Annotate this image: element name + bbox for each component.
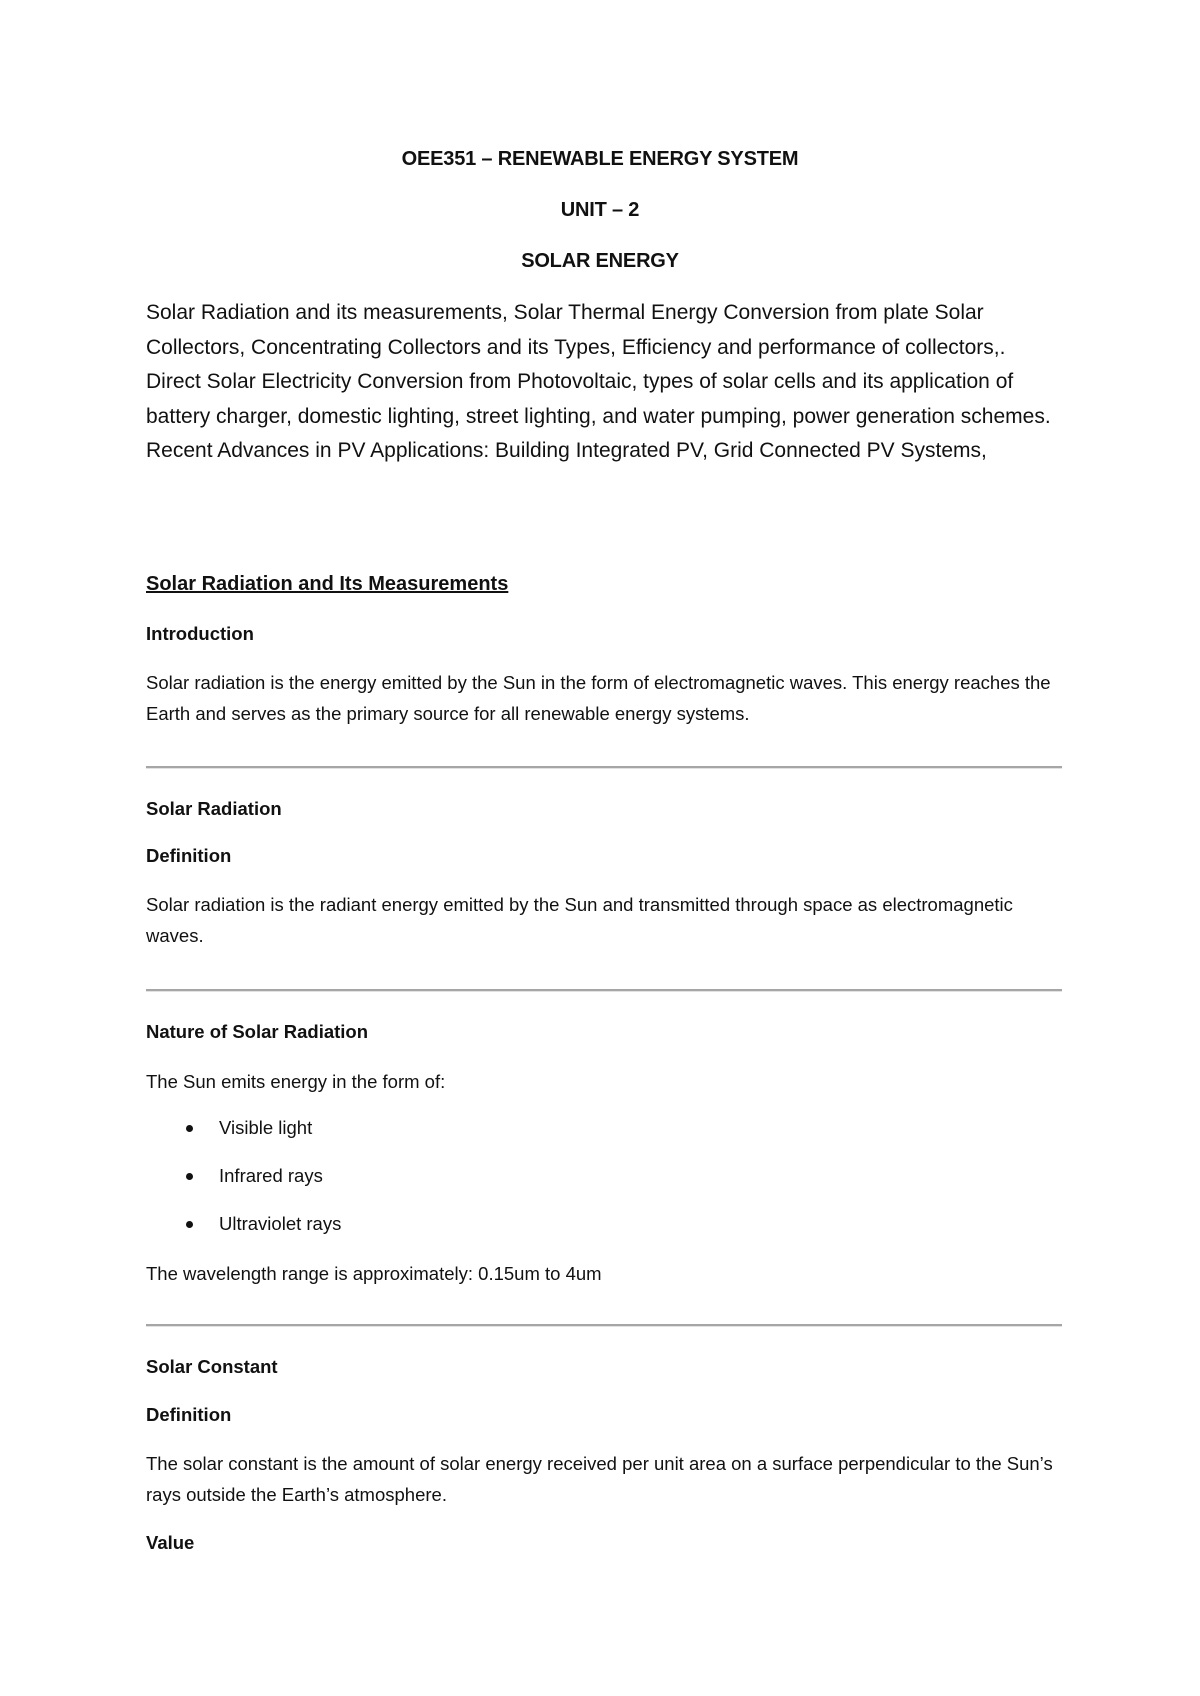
introduction-heading: Introduction: [146, 623, 254, 644]
solar-radiation-heading: Solar Radiation: [146, 798, 282, 819]
horizontal-rule: [146, 766, 1062, 769]
section-heading: Solar Radiation and Its Measurements: [146, 573, 509, 595]
horizontal-rule: [146, 1324, 1062, 1327]
course-title: OEE351 – RENEWABLE ENERGY SYSTEM: [401, 148, 799, 170]
solar-constant-definition: The solar constant is the amount of solar energy received per unit area on a surface perpendicular to the Sun’s rays outside the Earth’s atmosphere.: [146, 1453, 1053, 1505]
list-item-text: Visible light: [219, 1117, 313, 1138]
list-item-text: Infrared rays: [219, 1165, 323, 1186]
wavelength-text: The wavelength range is approximately: 0.15um to 4um: [146, 1263, 602, 1284]
value-heading: Value: [146, 1532, 195, 1553]
solar-radiation-definition: Solar radiation is the radiant energy emitted by the Sun and transmitted through space as electromagnetic waves.: [146, 894, 1013, 946]
syllabus-paragraph: Solar Radiation and its measurements, Solar Thermal Energy Conversion from plate Solar Collectors, Concentrating Collectors and its Types, Efficiency and performance of collectors,. Direct Solar Electricity Conversion from Photovoltaic, types of solar cells and its application of battery charger, domestic lighting, street lighting, and water pumping, power generation schemes. Recent Advances in PV Applications: Building Integrated PV, Grid Connected PV Systems,: [146, 301, 1051, 462]
definition-heading: Definition: [146, 845, 232, 866]
list-item-text: Ultraviolet rays: [219, 1213, 342, 1234]
definition-heading: Definition: [146, 1404, 232, 1425]
introduction-text: Solar radiation is the energy emitted by the Sun in the form of electromagnetic waves. This energy reaches the Earth and serves as the primary source for all renewable energy systems.: [146, 672, 1051, 724]
bullet-icon: [186, 1125, 193, 1132]
nature-heading: Nature of Solar Radiation: [146, 1021, 369, 1042]
unit-title: UNIT – 2: [560, 199, 640, 221]
nature-intro: The Sun emits energy in the form of:: [146, 1071, 446, 1092]
horizontal-rule: [146, 989, 1062, 992]
bullet-icon: [186, 1173, 193, 1180]
solar-constant-heading: Solar Constant: [146, 1356, 278, 1377]
bullet-icon: [186, 1221, 193, 1228]
topic-title: SOLAR ENERGY: [521, 250, 679, 272]
